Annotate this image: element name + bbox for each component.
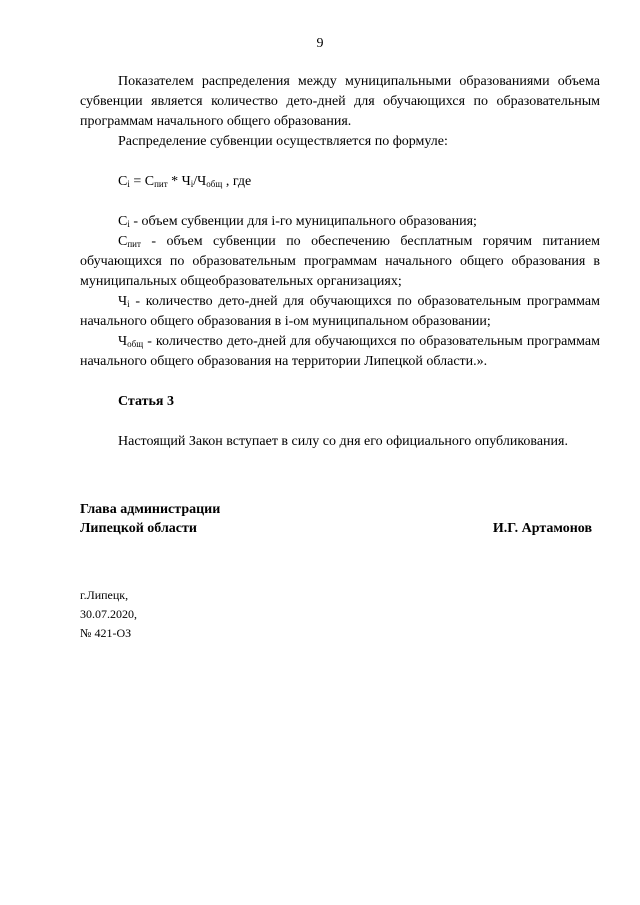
signatory-name: И.Г. Артамонов: [492, 521, 592, 536]
document-footer: [80, 586, 137, 643]
page-number: 9: [316, 36, 324, 51]
definition-ci: $С_i$ - объем субвенции для i-го муниципального образования;: [118, 214, 477, 229]
paragraph-indicator: Показателем распределения между муниципальными образованиями объема субвенции является количество дето-дней для обучающихся по образовательным программам начального общего образования.: [80, 74, 600, 129]
footer-number: № 421-ОЗ: [80, 626, 132, 640]
definition-chobsh: $Ч_{общ}$ - количество дето-дней для обучающихся по образовательным программам начального общего образования на территории Липецкой области.».: [80, 334, 600, 369]
signature-block: [80, 500, 592, 538]
paragraph-formula-intro: Распределение субвенции осуществляется по формуле:: [118, 134, 448, 149]
formula: $С_i = С_{пит} * Ч_i/Ч_{общ}$ , где: [118, 174, 252, 189]
signature-title-line2: Липецкой области: [80, 521, 197, 536]
document-body: [80, 72, 600, 452]
article-text: Настоящий Закон вступает в силу со дня его официального опубликования.: [118, 434, 568, 449]
footer-date: 30.07.2020,: [80, 607, 137, 621]
signature-title-line1: Глава администрации: [80, 502, 221, 517]
footer-city: г.Липецк,: [80, 588, 129, 602]
article-heading: Статья 3: [118, 394, 174, 409]
definition-chi: $Ч_i$ - количество дето-дней для обучающихся по образовательным программам начального общего образования в i-ом муниципальном образовании;: [80, 294, 600, 329]
definition-cpit: $С_{пит}$ - объем субвенции по обеспечению бесплатным горячим питанием обучающихся по образовательным программам начального общего образования в муниципальных общеобразовательных организациях;: [80, 234, 600, 289]
signature-row: [80, 519, 592, 538]
